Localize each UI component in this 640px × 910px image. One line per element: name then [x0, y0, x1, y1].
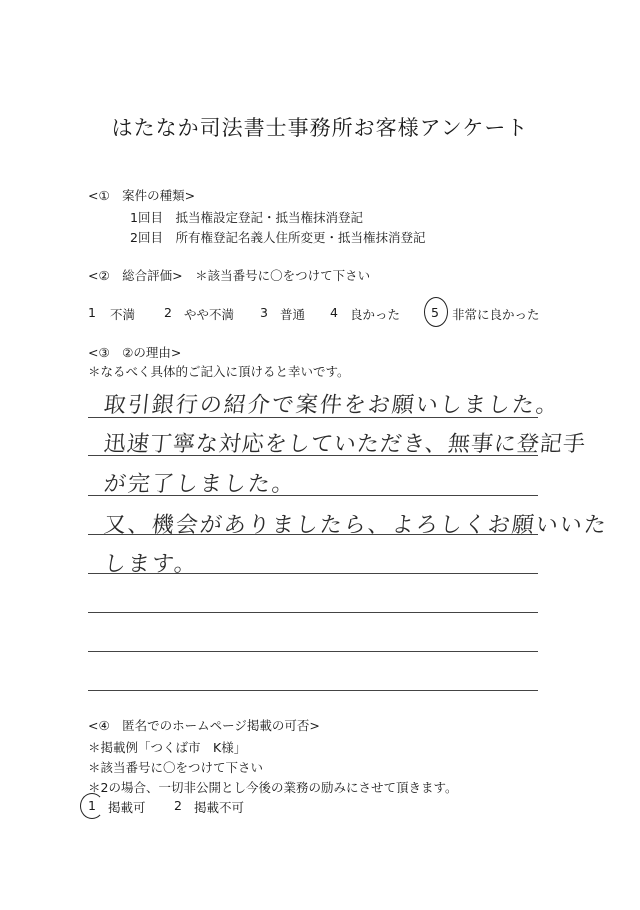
rating-option-5-label[interactable]: 非常に良かった [452, 307, 540, 322]
section4-note-2: ＊該当番号に〇をつけて下さい [88, 760, 264, 775]
publish-option-1-number[interactable]: 1 [88, 798, 96, 813]
section3-note: ＊なるべく具体的ご記入に頂けると幸いです。 [88, 364, 350, 379]
case-line-1: 1回目 抵当権設定登記・抵当権抹消登記 [130, 210, 363, 225]
answer-line [88, 690, 538, 691]
section4-note-1: ＊掲載例「つくば市 K様」 [88, 740, 247, 755]
section4-note-3: ＊2の場合、一切非公開とし今後の業務の励みにさせて頂きます。 [88, 780, 458, 795]
rating-option-1-number[interactable]: 1 [88, 305, 96, 320]
page-title: はたなか司法書士事務所お客様アンケート [111, 116, 529, 140]
handwritten-answer-line-2: 迅速丁寧な対応をしていただき、無事に登記手 [102, 432, 588, 457]
section1-heading: <① 案件の種類> [88, 188, 196, 203]
rating-option-4-number[interactable]: 4 [330, 305, 338, 320]
section3-heading: <③ ②の理由> [88, 345, 182, 360]
section4-heading: <④ 匿名でのホームページ掲載の可否> [88, 718, 320, 733]
case-line-2: 2回目 所有権登記名義人住所変更・抵当権抹消登記 [130, 230, 426, 245]
handwritten-answer-line-1: 取引銀行の紹介で案件をお願いしました。 [102, 393, 562, 418]
rating-option-3-label[interactable]: 普通 [280, 307, 306, 322]
handwritten-answer-line-3: が完了しました。 [102, 472, 298, 497]
selected-rating-circle [424, 297, 448, 327]
rating-option-5-number[interactable]: 5 [431, 305, 439, 320]
handwritten-answer-line-5: します。 [102, 552, 200, 577]
rating-option-1-label[interactable]: 不満 [110, 307, 136, 322]
rating-option-2-number[interactable]: 2 [164, 305, 172, 320]
rating-option-2-label[interactable]: やや不満 [184, 307, 235, 322]
answer-line [88, 612, 538, 613]
answer-line [88, 651, 538, 652]
selected-publish-circle [80, 793, 104, 819]
rating-option-3-number[interactable]: 3 [260, 305, 268, 320]
section2-heading: <② 総合評価> ＊該当番号に〇をつけて下さい [88, 268, 371, 283]
publish-option-1-label[interactable]: 掲載可 [108, 800, 146, 815]
handwritten-answer-line-4: 又、機会がありましたら、よろしくお願いいた [102, 513, 610, 538]
publish-option-2-label[interactable]: 掲載不可 [194, 800, 245, 815]
publish-option-2-number[interactable]: 2 [174, 798, 182, 813]
rating-option-4-label[interactable]: 良かった [350, 307, 401, 322]
